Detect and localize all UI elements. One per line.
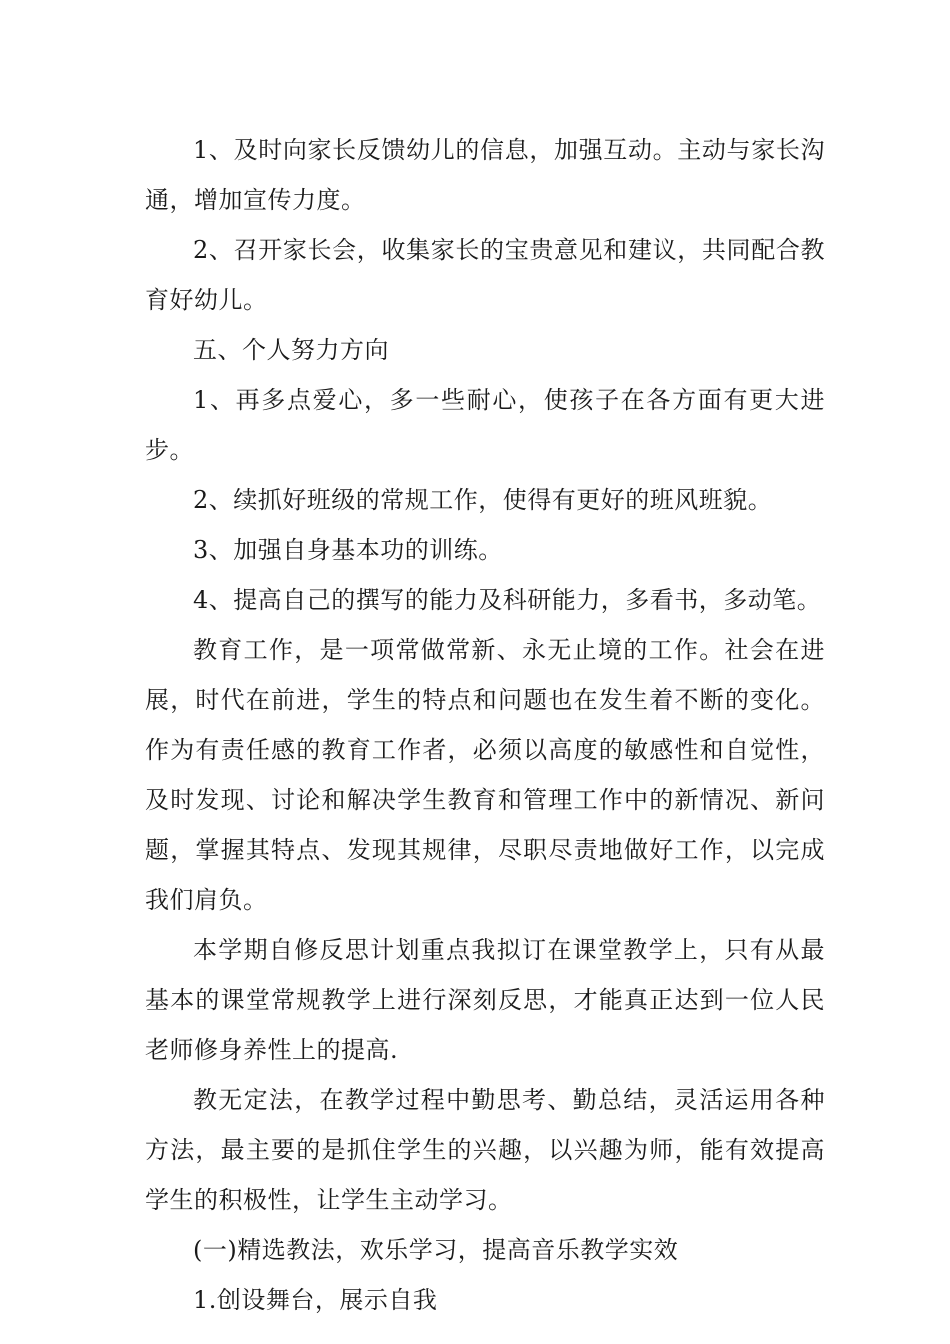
section-heading: 五、个人努力方向 — [193, 336, 389, 364]
paragraph: 2、召开家长会，收集家长的宝贵意见和建议，共同配合教育好幼儿。 — [145, 236, 825, 314]
paragraph: 教无定法，在教学过程中勤思考、勤总结，灵活运用各种方法，最主要的是抓住学生的兴趣，以兴趣为师，能有效提高学生的积极性，让学生主动学习。 — [145, 1086, 825, 1214]
subsection-heading: 1.创设舞台，展示自我 — [193, 1286, 438, 1314]
paragraph: 2、续抓好班级的常规工作，使得有更好的班风班貌。 — [193, 486, 773, 514]
subsection-heading: (一)精选教法，欢乐学习，提高音乐教学实效 — [193, 1236, 679, 1264]
paragraph: 1、再多点爱心，多一些耐心，使孩子在各方面有更大进步。 — [145, 386, 825, 464]
paragraph: 3、加强自身基本功的训练。 — [193, 536, 503, 564]
paragraph: 本学期自修反思计划重点我拟订在课堂教学上，只有从最基本的课堂常规教学上进行深刻反思，才能真正达到一位人民老师修身养性上的提高. — [145, 936, 825, 1064]
document-body — [145, 125, 825, 1325]
paragraph: 4、提高自己的撰写的能力及科研能力，多看书，多动笔。 — [193, 586, 822, 614]
paragraph: 1、及时向家长反馈幼儿的信息，加强互动。主动与家长沟通，增加宣传力度。 — [145, 136, 825, 214]
paragraph: 教育工作，是一项常做常新、永无止境的工作。社会在进展，时代在前进，学生的特点和问题也在发生着不断的变化。作为有责任感的教育工作者，必须以高度的敏感性和自觉性，及时发现、讨论和解决学生教育和管理工作中的新情况、新问题，掌握其特点、发现其规律，尽职尽责地做好工作，以完成我们肩负。 — [145, 636, 825, 914]
